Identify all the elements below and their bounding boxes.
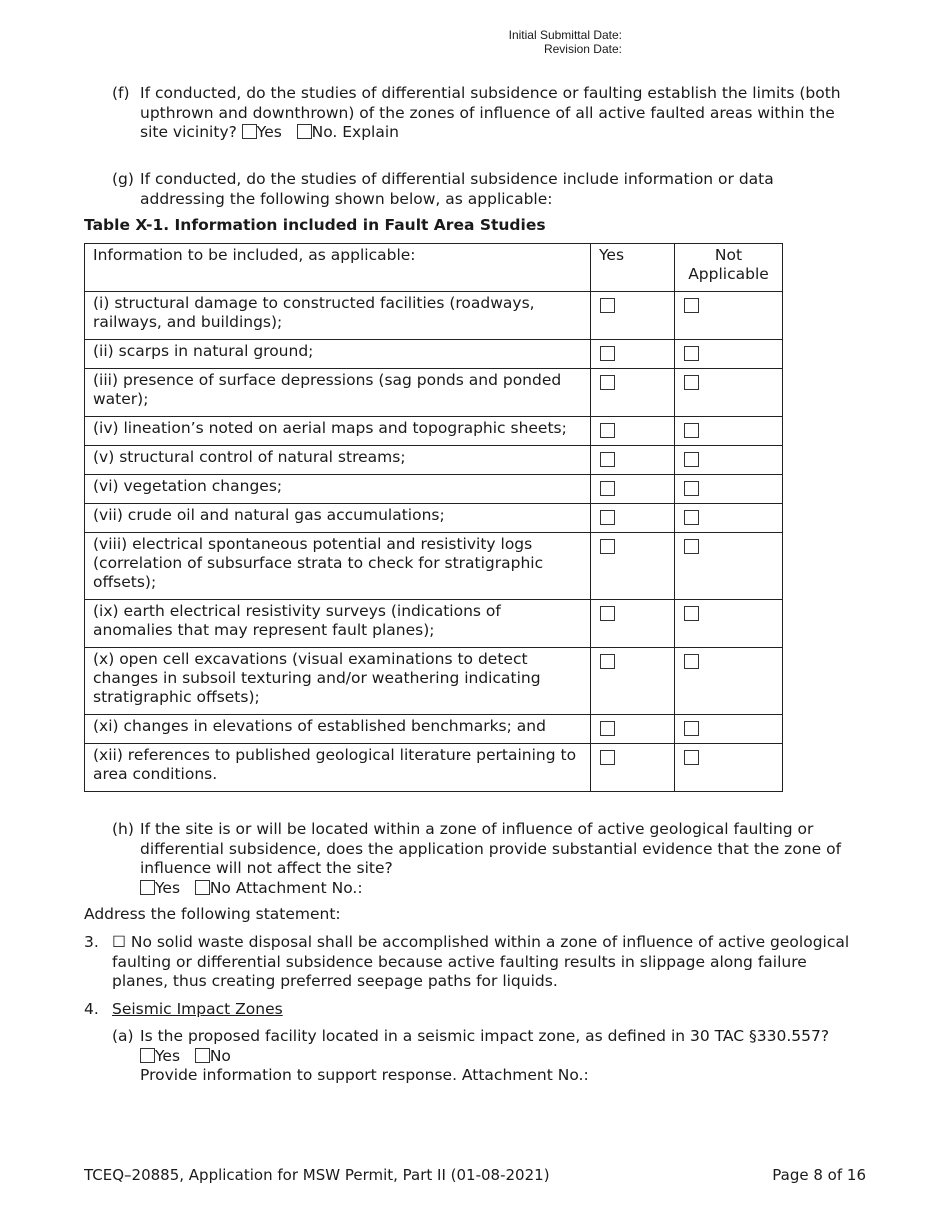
item-g-text: If conducted, do the studies of differential subsidence include information or data addressing the following shown below, as applicable:: [140, 170, 774, 208]
item-h-yes-checkbox[interactable]: [140, 880, 155, 895]
row-yes-checkbox[interactable]: [600, 654, 615, 669]
item-f-yes-checkbox[interactable]: [242, 124, 257, 139]
row-yes-checkbox[interactable]: [600, 346, 615, 361]
row-text: (xi) changes in elevations of established benchmarks; and: [85, 715, 591, 744]
item-g-label: (g): [112, 170, 134, 188]
table-row: [85, 340, 783, 369]
row-text: (vii) crude oil and natural gas accumulations;: [85, 504, 591, 533]
row-yes-checkbox[interactable]: [600, 721, 615, 736]
item-h-no-label: No Attachment No.:: [209, 878, 363, 897]
row-na-checkbox[interactable]: [684, 654, 699, 669]
row-text: (vi) vegetation changes;: [85, 475, 591, 504]
row-text: (x) open cell excavations (visual examinations to detect changes in subsoil texturing and/or weathering indicating stratigraphic offsets);: [85, 648, 591, 715]
item-f-no-label: No. Explain: [311, 123, 399, 141]
row-text: (iii) presence of surface depressions (sag ponds and ponded water);: [85, 369, 591, 417]
item-f-label: (f): [112, 84, 130, 102]
table-row: [85, 417, 783, 446]
row-na-checkbox[interactable]: [684, 510, 699, 525]
item-4a-no-checkbox[interactable]: [195, 1048, 210, 1063]
row-text: (i) structural damage to constructed facilities (roadways, railways, and buildings);: [85, 292, 591, 340]
row-na-checkbox[interactable]: [684, 721, 699, 736]
item-h-label: (h): [112, 820, 134, 838]
item-4a-support-text: Provide information to support response. Attachment No.:: [140, 1066, 589, 1084]
row-yes-checkbox[interactable]: [600, 452, 615, 467]
row-text: (viii) electrical spontaneous potential and resistivity logs (correlation of subsurface strata to check for stratigraphic offsets);: [85, 533, 591, 600]
item-4a-yes-checkbox[interactable]: [140, 1048, 155, 1063]
initial-submittal-date-label: Initial Submittal Date:: [508, 28, 622, 42]
table-row: [85, 533, 783, 600]
row-yes-checkbox[interactable]: [600, 481, 615, 496]
col-info-header: Information to be included, as applicable:: [85, 244, 591, 292]
item-4a: [112, 1027, 852, 1086]
address-statement: Address the following statement:: [84, 905, 341, 923]
row-na-checkbox[interactable]: [684, 750, 699, 765]
item-4a-yes-label: Yes: [155, 1046, 181, 1065]
row-text: (xii) references to published geological literature pertaining to area conditions.: [85, 744, 591, 792]
row-text: (iv) lineation’s noted on aerial maps and topographic sheets;: [85, 417, 591, 446]
row-yes-checkbox[interactable]: [600, 375, 615, 390]
item-3-text: No solid waste disposal shall be accomplished within a zone of influence of active geological faulting or differential subsidence because active faulting results in slippage along failure planes, thus creating preferred seepage paths for liquids.: [112, 933, 850, 990]
item-4a-text: Is the proposed facility located in a seismic impact zone, as defined in 30 TAC §330.557?: [140, 1027, 830, 1045]
row-text: (v) structural control of natural streams;: [85, 446, 591, 475]
revision-date-label: Revision Date:: [543, 42, 622, 56]
col-na-header: Not Applicable: [675, 244, 783, 292]
item-h-yes-label: Yes: [155, 878, 181, 897]
footer-form-id: TCEQ–20885, Application for MSW Permit, Part II (01-08-2021): [84, 1166, 550, 1184]
table-row: [85, 744, 783, 792]
row-na-checkbox[interactable]: [684, 452, 699, 467]
row-yes-checkbox[interactable]: [600, 298, 615, 313]
item-4: [84, 1000, 283, 1020]
item-f: [112, 84, 852, 143]
item-3: [84, 933, 854, 992]
row-yes-checkbox[interactable]: [600, 510, 615, 525]
table-row: [85, 369, 783, 417]
item-f-no-checkbox[interactable]: [297, 124, 312, 139]
item-4a-label: (a): [112, 1027, 134, 1045]
col-yes-header: Yes: [591, 244, 675, 292]
row-na-checkbox[interactable]: [684, 298, 699, 313]
item-h: [112, 820, 852, 898]
fault-studies-table: [84, 243, 783, 792]
item-f-yes-label: Yes: [256, 123, 282, 141]
row-na-checkbox[interactable]: [684, 481, 699, 496]
table-row: [85, 504, 783, 533]
table-title: Table X-1. Information included in Fault Area Studies: [84, 216, 546, 234]
row-yes-checkbox[interactable]: [600, 423, 615, 438]
row-text: (ix) earth electrical resistivity surveys (indications of anomalies that may represent fault planes);: [85, 600, 591, 648]
table-row: [85, 446, 783, 475]
item-4-number: 4.: [84, 1000, 99, 1018]
table-row: [85, 475, 783, 504]
row-na-checkbox[interactable]: [684, 606, 699, 621]
footer-page-number: Page 8 of 16: [772, 1166, 866, 1184]
row-na-checkbox[interactable]: [684, 423, 699, 438]
table-header-row: [85, 244, 783, 292]
table-row: [85, 600, 783, 648]
submittal-header: [509, 28, 622, 56]
seismic-impact-zones-heading: Seismic Impact Zones: [112, 1000, 283, 1018]
item-3-number: 3.: [84, 933, 99, 951]
table-row: [85, 292, 783, 340]
item-h-no-checkbox[interactable]: [195, 880, 210, 895]
row-na-checkbox[interactable]: [684, 375, 699, 390]
row-text: (ii) scarps in natural ground;: [85, 340, 591, 369]
table-row: [85, 715, 783, 744]
row-yes-checkbox[interactable]: [600, 606, 615, 621]
row-yes-checkbox[interactable]: [600, 750, 615, 765]
row-na-checkbox[interactable]: [684, 346, 699, 361]
row-yes-checkbox[interactable]: [600, 539, 615, 554]
table-row: [85, 648, 783, 715]
item-4a-no-label: No: [209, 1046, 231, 1065]
item-g: [112, 170, 852, 209]
row-na-checkbox[interactable]: [684, 539, 699, 554]
item-h-text: If the site is or will be located within a zone of influence of active geological faulting or differential subsidence, does the application provide substantial evidence that the zone of influence will not affect the site?: [140, 820, 842, 877]
item-3-checkbox[interactable]: ☐: [112, 933, 126, 951]
item-f-text: If conducted, do the studies of differential subsidence or faulting establish the limits (both upthrown and downthrown) of the zones of influence of all active faulted areas within the site vicinity?: [140, 84, 841, 141]
